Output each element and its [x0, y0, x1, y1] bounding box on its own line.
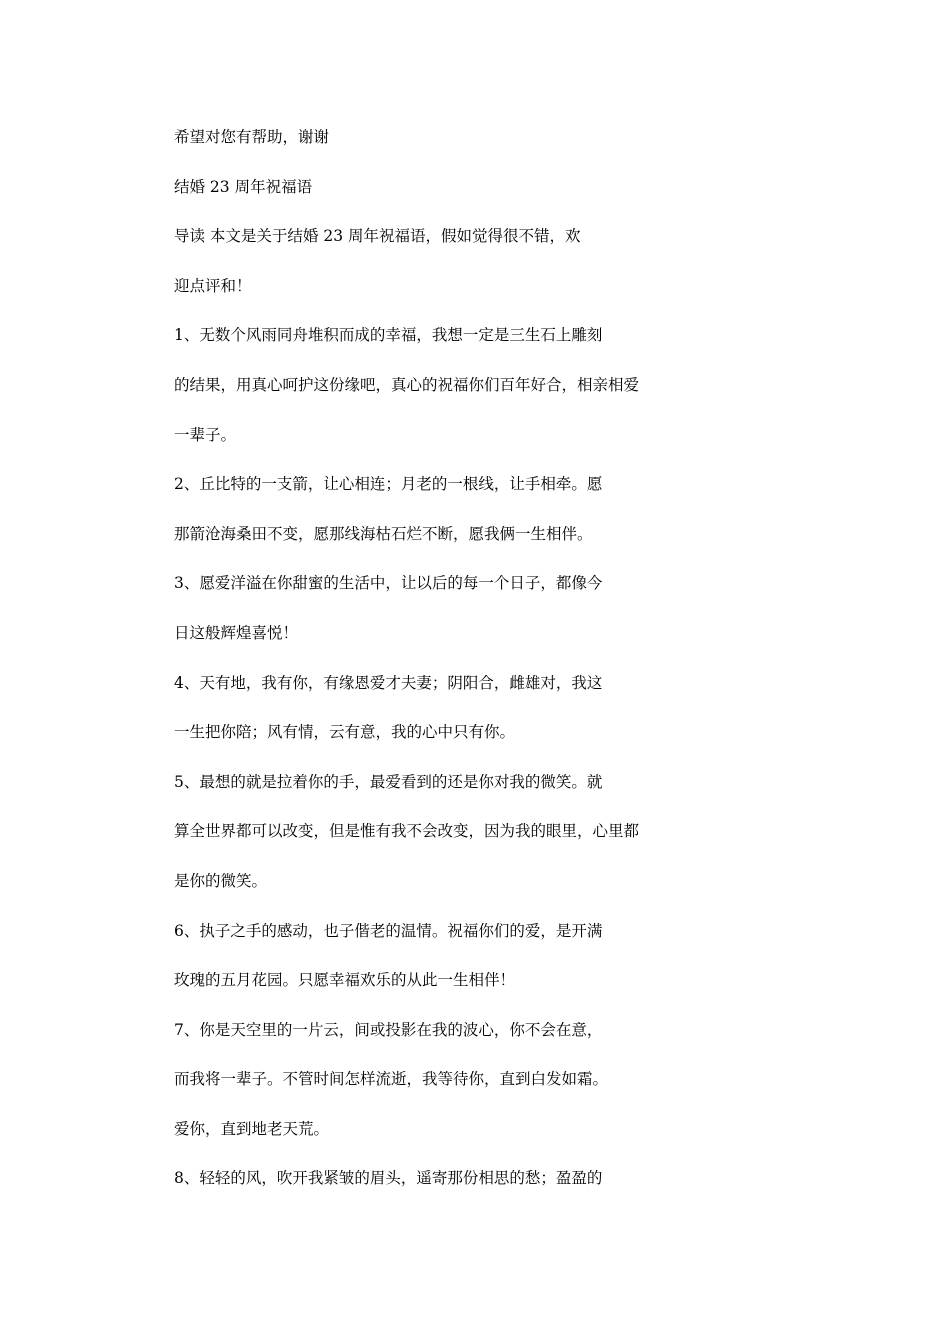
item-7-line-3: 爱你，直到地老天荒。 — [174, 1119, 330, 1138]
item-2-line-2: 那箭沧海桑田不变，愿那线海枯石烂不断，愿我俩一生相伴。 — [174, 524, 593, 543]
item-2-line-1: 2、丘比特的一支箭，让心相连；月老的一根线，让手相牵。愿 — [174, 475, 603, 494]
document-title: 结婚 23 周年祝福语 — [174, 177, 313, 196]
item-1-line-2: 的结果，用真心呵护这份缘吧，真心的祝福你们百年好合，相亲相爱 — [174, 375, 640, 394]
item-4-line-1: 4、天有地，我有你，有缘恩爱才夫妻；阴阳合，雌雄对，我这 — [174, 673, 603, 692]
item-6-line-1: 6、执子之手的感动，也子偕老的温情。祝福你们的爱，是开满 — [174, 921, 603, 940]
item-1-line-1: 1、无数个风雨同舟堆积而成的幸福，我想一定是三生石上雕刻 — [174, 326, 603, 345]
item-5-line-1: 5、最想的就是拉着你的手，最爱看到的还是你对我的微笑。就 — [174, 772, 603, 791]
document-body — [174, 123, 794, 1214]
item-7-line-1: 7、你是天空里的一片云，间或投影在我的波心，你不会在意， — [174, 1020, 603, 1039]
item-8-line-1: 8、轻轻的风，吹开我紧皱的眉头，遥寄那份相思的愁；盈盈的 — [174, 1169, 603, 1188]
item-3-line-1: 3、愿爱洋溢在你甜蜜的生活中，让以后的每一个日子，都像今 — [174, 574, 603, 593]
item-4-line-2: 一生把你陪；风有情，云有意，我的心中只有你。 — [174, 723, 516, 742]
item-3-line-2: 日这般辉煌喜悦！ — [174, 623, 299, 642]
intro-line-1: 导读 本文是关于结婚 23 周年祝福语，假如觉得很不错，欢 — [174, 227, 581, 246]
item-5-line-3: 是你的微笑。 — [174, 871, 268, 890]
closing-line: 希望对您有帮助，谢谢 — [174, 128, 330, 146]
item-1-line-3: 一辈子。 — [174, 425, 237, 444]
item-6-line-2: 玫瑰的五月花园。只愿幸福欢乐的从此一生相伴！ — [174, 971, 516, 990]
item-5-line-2: 算全世界都可以改变，但是惟有我不会改变，因为我的眼里，心里都 — [174, 822, 640, 841]
item-7-line-2: 而我将一辈子。不管时间怎样流逝，我等待你，直到白发如霜。 — [174, 1070, 609, 1089]
intro-line-2: 迎点评和！ — [174, 276, 252, 295]
